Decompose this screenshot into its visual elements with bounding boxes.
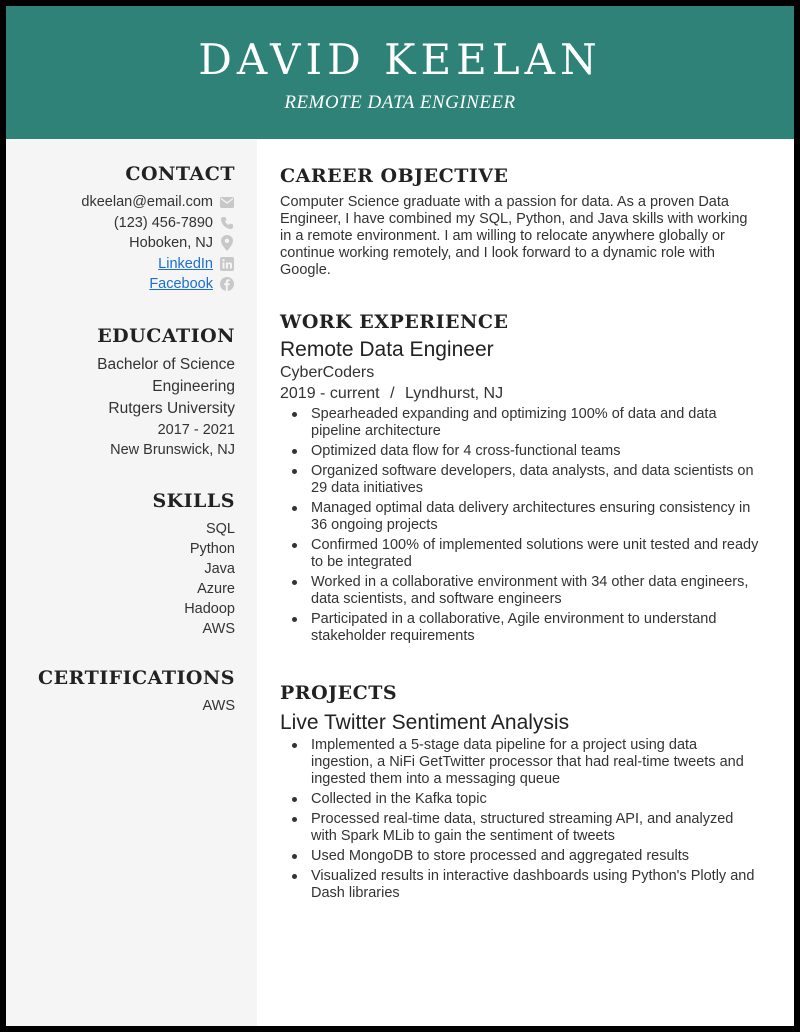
contact-section: [16, 162, 235, 295]
contact-phone-row: [16, 213, 235, 234]
objective-title: CAREER OBJECTIVE: [280, 165, 509, 187]
meta-separator: /: [390, 385, 395, 402]
skill-item: Azure: [197, 581, 235, 597]
list-item: Managed optimal data delivery architectures ensuring consistency in 36 ongoing projects: [311, 500, 760, 534]
facebook-link[interactable]: Facebook: [149, 276, 213, 293]
contact-location: Hoboken, NJ: [129, 235, 213, 252]
degree-line-1: Bachelor of Science: [97, 356, 235, 373]
skill-item: Python: [189, 541, 235, 557]
skill-item: AWS: [202, 621, 235, 637]
project-bullets: [280, 737, 760, 902]
experience-bullets: [280, 406, 760, 645]
project-title: Live Twitter Sentiment Analysis: [280, 711, 570, 734]
list-item: Collected in the Kafka topic: [311, 791, 760, 808]
objective-section: [280, 164, 760, 279]
skill-item: Hadoop: [184, 601, 235, 617]
list-item: Spearheaded expanding and optimizing 100% of data and data pipeline architecture: [311, 406, 760, 440]
candidate-name: DAVID KEELAN: [198, 35, 602, 84]
contact-email: dkeelan@email.com: [81, 194, 213, 211]
company-name: CyberCoders: [280, 364, 375, 381]
degree-line-2: Engineering: [152, 378, 235, 395]
list-item: Processed real-time data, structured streaming API, and analyzed with Spark MLib to gain the sentiment of tweets: [311, 811, 760, 845]
list-item: Worked in a collaborative environment with 34 other data engineers, data scientists, and software engineers: [311, 574, 760, 608]
skills-title: SKILLS: [152, 490, 235, 512]
projects-section: [280, 681, 760, 905]
certifications-section: [16, 666, 235, 716]
candidate-role: REMOTE DATA ENGINEER: [284, 92, 516, 113]
facebook-icon[interactable]: [219, 276, 235, 292]
projects-title: PROJECTS: [280, 682, 398, 704]
list-item: Implemented a 5-stage data pipeline for a project using data ingestion, a NiFi GetTwitter processor that had real-time tweets and ingested them into a messaging queue: [311, 737, 760, 788]
list-item: Confirmed 100% of implemented solutions were unit tested and ready to be integrated: [311, 537, 759, 570]
job-location: Lyndhurst, NJ: [404, 385, 504, 402]
objective-text: Computer Science graduate with a passion for data. As a proven Data Engineer, I have combined my SQL, Python, and Java skills with working in a remote environment. I am willing to relocate anywhere globally or continue working remotely, and I look forward to a dynamic role with Google.: [280, 194, 748, 278]
list-item: Optimized data flow for 4 cross-functional teams: [311, 443, 760, 460]
map-pin-icon: [219, 235, 235, 251]
skill-item: SQL: [205, 521, 235, 537]
phone-icon: [219, 215, 235, 231]
list-item: Organized software developers, data analysts, and data scientists on 29 data initiatives: [311, 463, 760, 497]
certifications-title: CERTIFICATIONS: [38, 667, 235, 689]
list-item: Visualized results in interactive dashboards using Python's Plotly and Dash libraries: [311, 868, 760, 902]
education-years: 2017 - 2021: [157, 422, 235, 438]
skill-item: Java: [204, 561, 235, 577]
resume-page: [6, 6, 794, 1026]
job-dates: 2019 - current: [280, 385, 380, 402]
certification-item: AWS: [202, 698, 235, 714]
contact-facebook-row: [16, 274, 235, 295]
contact-location-row: [16, 233, 235, 254]
education-section: [16, 324, 235, 460]
education-title: EDUCATION: [97, 325, 235, 347]
job-meta: [280, 384, 760, 404]
resume-header: [6, 6, 794, 139]
experience-title: WORK EXPERIENCE: [280, 311, 509, 333]
skills-section: [16, 489, 235, 639]
sidebar: [6, 139, 257, 1026]
contact-linkedin-row: [16, 254, 235, 275]
list-item: Participated in a collaborative, Agile environment to understand stakeholder requirements: [311, 611, 760, 645]
linkedin-icon[interactable]: [219, 256, 235, 272]
school-name: Rutgers University: [108, 400, 235, 417]
contact-phone: (123) 456-7890: [113, 214, 213, 231]
list-item: Used MongoDB to store processed and aggregated results: [311, 848, 760, 865]
linkedin-link[interactable]: LinkedIn: [158, 255, 213, 272]
envelope-icon: [219, 194, 235, 210]
contact-email-row: [16, 192, 235, 213]
experience-section: [280, 310, 760, 648]
education-location: New Brunswick, NJ: [110, 442, 235, 458]
contact-title: CONTACT: [125, 163, 235, 185]
job-title: Remote Data Engineer: [280, 338, 494, 361]
